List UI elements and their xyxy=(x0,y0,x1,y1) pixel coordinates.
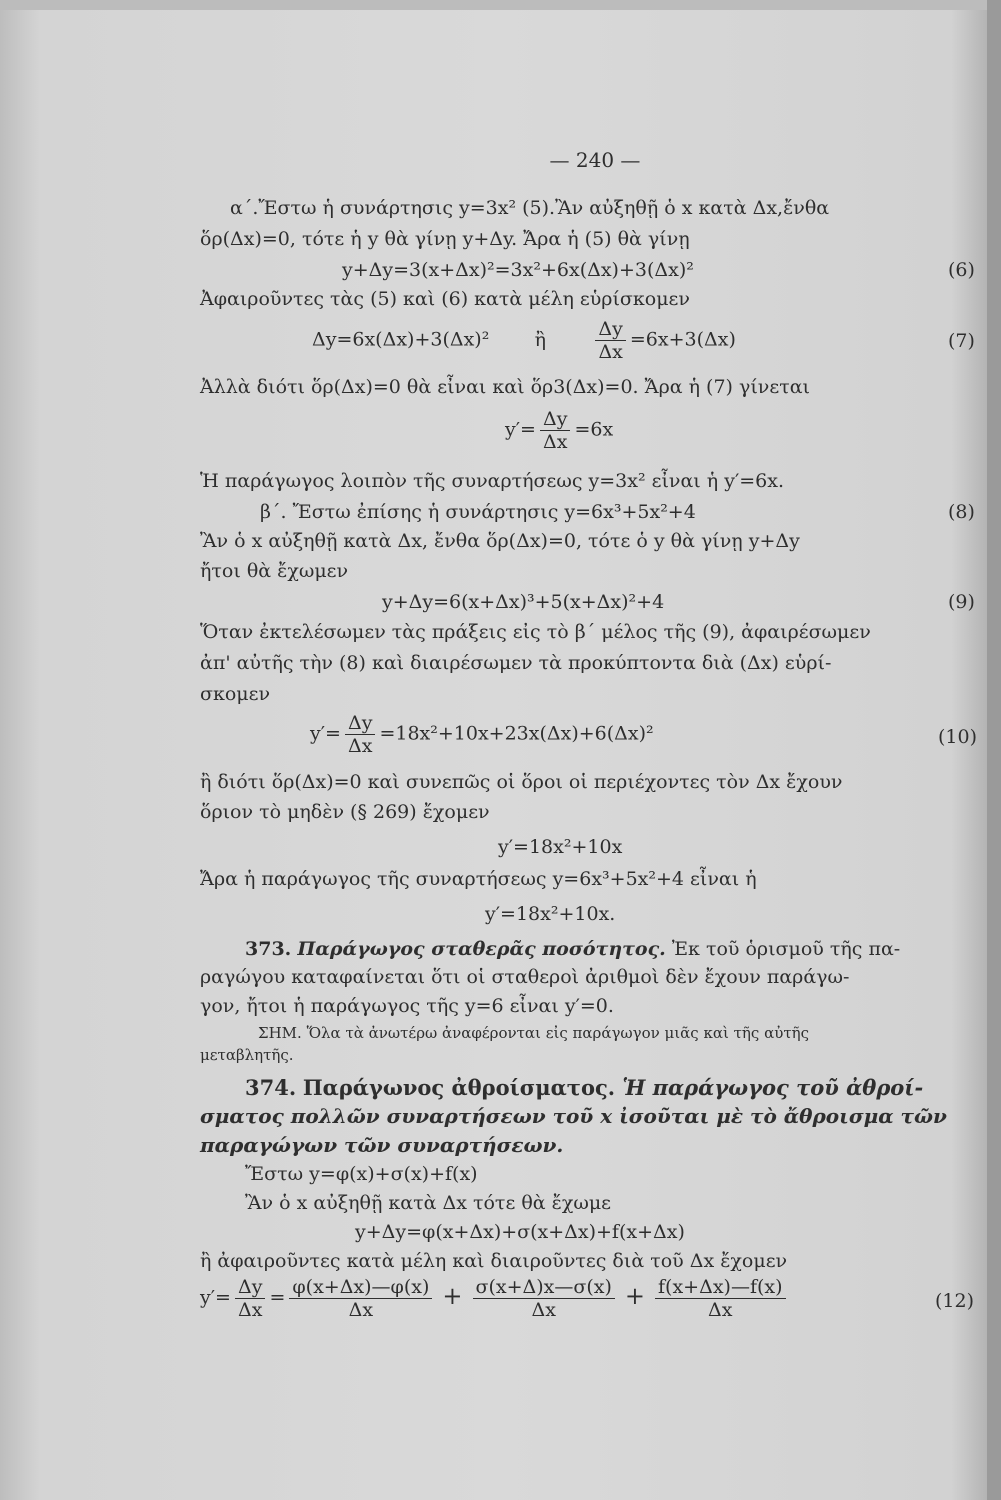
fraction-denominator: Δx xyxy=(348,1299,374,1321)
section-number: 373. xyxy=(245,938,292,960)
fraction-denominator: Δx xyxy=(598,341,623,363)
equation-9: y+Δy=6(x+Δx)³+5(x+Δx)²+4 xyxy=(382,591,665,613)
eq7-left: Δy=6x(Δx)+3(Δx)² xyxy=(312,328,490,351)
section-374-heading xyxy=(245,1075,923,1100)
section-title: Παράγωγος σταθερᾶς ποσότητος. xyxy=(297,938,666,960)
eq-suffix: =6x xyxy=(574,418,614,441)
equation-number: (9) xyxy=(948,591,975,613)
text-line: Ἡ παράγωγος λοιπὸν τῆς συναρτήσεως y=3x² εἶναι ἡ y′=6x. xyxy=(200,470,785,492)
fraction-numerator: f(x+Δx)—f(x) xyxy=(655,1276,786,1299)
text-line: Ἂν ὁ x αὐξηθῇ κατὰ Δx τότε θὰ ἔχωμε xyxy=(245,1192,612,1214)
section-number: 374. xyxy=(245,1075,297,1100)
eq-prefix: y′= xyxy=(505,418,536,441)
fraction-numerator: Δy xyxy=(540,408,570,431)
text-line: Ὅταν ἐκτελέσωμεν τὰς πράξεις εἰς τὸ β΄ μέλος τῆς (9), ἀφαιρέσωμεν xyxy=(200,621,871,643)
section-title: Παράγωνος ἀθροίσματος. xyxy=(302,1075,616,1100)
fraction-numerator: σ(x+Δ)x—σ(x) xyxy=(473,1276,615,1299)
equation-number: (6) xyxy=(948,259,975,281)
fraction-denominator: Δx xyxy=(708,1299,733,1321)
text-line: Ἀλλὰ διότι ὅρ(Δx)=0 θὰ εἶναι καὶ ὅρ3(Δx)=0. Ἄρα ἡ (7) γίνεται xyxy=(200,376,810,398)
plus-sign: + xyxy=(442,1281,463,1310)
fraction-denominator: Δx xyxy=(347,735,373,757)
fraction-numerator: Δy xyxy=(345,712,375,735)
equation-14 xyxy=(200,1276,790,1321)
theorem-line: σματος πολλῶν συναρτήσεων τοῦ x ἰσοῦται μὲ τὸ ἄθροισμα τῶν xyxy=(200,1104,947,1128)
fraction xyxy=(540,408,570,453)
note-line: ΣΗΜ. Ὅλα τὰ ἀνωτέρω ἀναφέρονται εἰς παράγωγον μιᾶς καὶ τῆς αὐτῆς xyxy=(258,1024,810,1042)
text-line: α΄.Ἔστω ἡ συνάρτησις y=3x² (5).Ἂν αὐξηθῇ ὁ x κατὰ Δx,ἔνθα xyxy=(230,197,830,219)
section-text: Ἡ παράγωγος τοῦ ἀθροί- xyxy=(615,1075,924,1100)
fraction-numerator: φ(x+Δx)—φ(x) xyxy=(289,1276,432,1299)
equation-number: (7) xyxy=(948,330,975,352)
page-edge-right xyxy=(987,0,1001,1500)
equation-10 xyxy=(310,712,654,757)
equation-12-result: y′=18x²+10x. xyxy=(485,903,616,925)
equation-6: y+Δy=3(x+Δx)²=3x²+6x(Δx)+3(Δx)² xyxy=(342,259,694,281)
eq-suffix: =18x²+10x+23x(Δx)+6(Δx)² xyxy=(379,722,654,745)
equation-number: (8) xyxy=(948,501,975,523)
equation-number: (12) xyxy=(935,1290,975,1312)
note-line: μεταβλητῆς. xyxy=(200,1046,294,1064)
section-373-heading xyxy=(245,938,900,960)
equation-7 xyxy=(312,318,736,363)
fraction-numerator: Δy xyxy=(235,1276,265,1299)
text-line: ραγώγου καταφαίνεται ὅτι οἱ σταθεροὶ ἀριθμοὶ δὲν ἔχουν παράγω- xyxy=(200,966,850,988)
fraction-denominator: Δx xyxy=(531,1299,556,1321)
fraction xyxy=(473,1276,615,1321)
fraction xyxy=(345,712,375,757)
text-line: Ἂν ὁ x αὐξηθῇ κατὰ Δx, ἔνθα ὅρ(Δx)=0, τότε ὁ y θὰ γίνῃ y+Δy xyxy=(200,530,800,552)
equals-sign: = xyxy=(269,1286,286,1309)
text-line: ὅρ(Δx)=0, τότε ἡ y θὰ γίνῃ y+Δy. Ἄρα ἡ (5) θὰ γίνῃ xyxy=(200,228,690,250)
fraction xyxy=(655,1276,786,1321)
fraction-denominator: Δx xyxy=(542,431,568,453)
fraction xyxy=(289,1276,432,1321)
text-line: γον, ἤτοι ἡ παράγωγος τῆς y=6 εἶναι y′=0. xyxy=(200,995,614,1017)
fraction xyxy=(595,318,625,363)
text-line: Ἀφαιροῦντες τὰς (5) καὶ (6) κατὰ μέλη εὑρίσκομεν xyxy=(200,288,690,310)
derivative-equation xyxy=(505,408,613,453)
page-edge-top xyxy=(0,0,1001,10)
equation-11: y′=18x²+10x xyxy=(498,836,623,858)
eq7-right: =6x+3(Δx) xyxy=(629,328,736,351)
eq7-or: ἢ xyxy=(534,328,547,351)
plus-sign: + xyxy=(624,1281,646,1310)
fraction-numerator: Δy xyxy=(595,318,625,341)
equation-13: y+Δy=φ(x+Δx)+σ(x+Δx)+f(x+Δx) xyxy=(355,1221,685,1243)
text-line: β΄. Ἔστω ἐπίσης ἡ συνάρτησις y=6x³+5x²+4 xyxy=(260,501,696,523)
text-line: Ἔστω y=φ(x)+σ(x)+f(x) xyxy=(245,1163,478,1185)
fraction xyxy=(235,1276,265,1321)
text-line: σκομεν xyxy=(200,683,271,705)
equation-number: (10) xyxy=(938,726,978,748)
eq-prefix: y′= xyxy=(310,722,341,745)
page-number: — 240 — xyxy=(549,148,641,172)
text-line: ἀπ' αὐτῆς τὴν (8) καὶ διαιρέσωμεν τὰ προκύπτοντα διὰ (Δx) εὑρί- xyxy=(200,652,832,674)
eq-prefix: y′= xyxy=(200,1286,231,1309)
text-line: ἢ διότι ὅρ(Δx)=0 καὶ συνεπῶς οἱ ὅροι οἱ περιέχοντες τὸν Δx ἔχουν xyxy=(200,771,843,793)
section-text: Ἐκ τοῦ ὁρισμοῦ τῆς πα- xyxy=(665,938,901,960)
text-line: ἤτοι θὰ ἔχωμεν xyxy=(200,560,349,582)
theorem-line: παραγώγων τῶν συναρτήσεων. xyxy=(200,1133,564,1157)
fraction-denominator: Δx xyxy=(237,1299,263,1321)
text-line: ὅριον τὸ μηδὲν (§ 269) ἔχομεν xyxy=(200,801,490,823)
text-line: Ἄρα ἡ παράγωγος τῆς συναρτήσεως y=6x³+5x²+4 εἶναι ἡ xyxy=(200,868,757,890)
text-line: ἢ ἀφαιροῦντες κατὰ μέλη καὶ διαιροῦντες διὰ τοῦ Δx ἔχομεν xyxy=(200,1250,788,1272)
